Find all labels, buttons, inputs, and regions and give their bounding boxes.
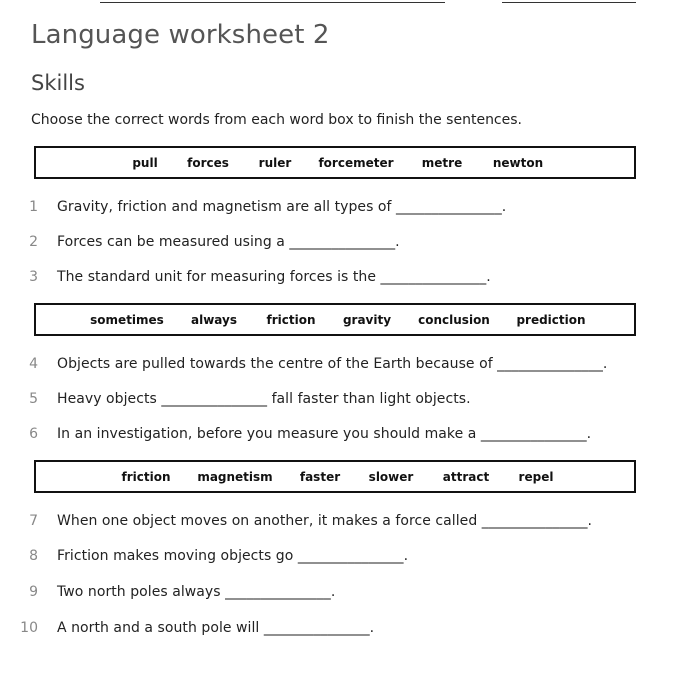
question-text: In an investigation, before you measure you should make a _______________. xyxy=(57,426,592,442)
word-box-word: ruler xyxy=(258,155,292,170)
question-number: 3 xyxy=(29,269,38,285)
question-number: 7 xyxy=(29,513,38,529)
question-1 xyxy=(0,199,678,219)
word-box-word: slower xyxy=(368,469,414,484)
section-subtitle: Skills xyxy=(31,71,85,95)
instructions: Choose the correct words from each word box to finish the sentences. xyxy=(31,112,522,128)
question-5 xyxy=(0,391,678,411)
word-box-word: forcemeter xyxy=(318,155,394,170)
question-number: 2 xyxy=(29,234,38,250)
word-box-word: metre xyxy=(421,155,463,170)
question-number: 5 xyxy=(29,391,38,407)
question-4 xyxy=(0,356,678,376)
question-text: The standard unit for measuring forces is the _______________. xyxy=(57,269,491,285)
word-box-word: attract xyxy=(442,469,490,484)
word-box-word: friction xyxy=(121,469,171,484)
question-text: Gravity, friction and magnetism are all types of _______________. xyxy=(57,199,507,215)
question-text: When one object moves on another, it makes a force called _______________. xyxy=(57,513,593,529)
question-2 xyxy=(0,234,678,254)
question-number: 10 xyxy=(20,620,38,636)
question-number: 9 xyxy=(29,584,38,600)
question-8 xyxy=(0,548,678,568)
word-box-3 xyxy=(34,460,636,493)
question-text: Objects are pulled towards the centre of the Earth because of _______________. xyxy=(57,356,608,372)
word-box-1 xyxy=(34,146,636,179)
question-3 xyxy=(0,269,678,289)
word-box-word: faster xyxy=(299,469,341,484)
question-text: Heavy objects _______________ fall faster than light objects. xyxy=(57,391,471,407)
word-box-word: sometimes xyxy=(90,312,164,327)
question-text: A north and a south pole will _______________. xyxy=(57,620,375,636)
question-7 xyxy=(0,513,678,533)
question-number: 1 xyxy=(29,199,38,215)
word-box-word: forces xyxy=(187,155,229,170)
word-box-word: conclusion xyxy=(418,312,490,327)
question-text: Friction makes moving objects go _______________. xyxy=(57,548,409,564)
name-line xyxy=(100,2,445,3)
word-box-word: repel xyxy=(518,469,554,484)
question-text: Forces can be measured using a _______________. xyxy=(57,234,400,250)
question-10 xyxy=(0,620,678,640)
word-box-word: prediction xyxy=(516,312,586,327)
question-9 xyxy=(0,584,678,604)
word-box-2 xyxy=(34,303,636,336)
word-box-word: pull xyxy=(132,155,158,170)
question-number: 4 xyxy=(29,356,38,372)
question-number: 8 xyxy=(29,548,38,564)
word-box-word: gravity xyxy=(342,312,392,327)
word-box-word: magnetism xyxy=(197,469,273,484)
question-number: 6 xyxy=(29,426,38,442)
question-text: Two north poles always _______________. xyxy=(57,584,336,600)
page-title: Language worksheet 2 xyxy=(31,20,330,50)
word-box-word: friction xyxy=(266,312,316,327)
date-line xyxy=(502,2,636,3)
question-6 xyxy=(0,426,678,446)
word-box-word: newton xyxy=(492,155,544,170)
word-box-word: always xyxy=(191,312,237,327)
